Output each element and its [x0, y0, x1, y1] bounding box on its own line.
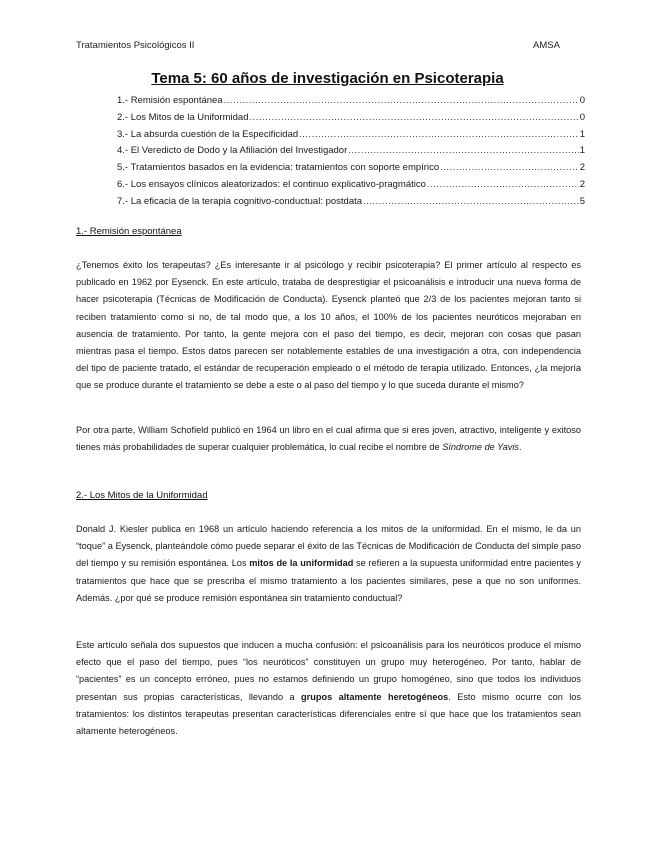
paragraph-text: se refieren a la supuesta uniformidad entre pacientes y tratamientos que hace que se prescriba el mismo tratamiento a los pacientes similares, pese a que no son uniformes. Además. ¿por qué se produce remisión espontánea sin tratamiento conductual?	[76, 558, 582, 603]
paragraph-text: . Esto mismo ocurre con los tratamientos: los distintos terapeutas presentan características diferenciales entre sí que hace que los tratamientos sean altamente heterogéneos.	[76, 691, 581, 737]
bold-term-mitos: mitos de la uniformidad	[249, 558, 354, 569]
italic-term-yavis: Síndrome de Yavis	[442, 442, 519, 453]
paragraph-remision-2	[76, 422, 581, 456]
toc-entry-page: 1	[579, 128, 585, 140]
toc-entry-page: 2	[579, 162, 585, 174]
toc-entry[interactable]	[117, 196, 585, 213]
paragraph-text: Donald J. Kiesler publica en 1968 un artículo haciendo referencia a los mitos de la uniformidad. En el mismo, le da un “toque” a Eysenck, planteándole cómo puede separar el éxito de las Técnicas de Modificación de Conducta del simple paso del tiempo y su remisión espontánea. Los	[76, 524, 581, 569]
toc-entry-label: 1.- Remisión espontánea	[117, 95, 223, 106]
toc-entry-label: 4.- El Veredicto de Dodo y la Afiliación del Investigador	[117, 145, 348, 157]
toc-entry-page: 5	[579, 195, 585, 207]
toc-entry[interactable]	[117, 179, 585, 196]
section-heading-mitos: 2.- Los Mitos de la Uniformidad	[76, 490, 208, 501]
page-title: Tema 5: 60 años de investigación en Psicoterapia	[151, 70, 504, 87]
toc-leader-dots	[440, 162, 579, 173]
paragraph-mitos-1	[76, 521, 581, 607]
paragraph-mitos-2	[76, 637, 581, 740]
toc-leader-dots	[348, 145, 578, 156]
toc-entry[interactable]	[117, 112, 585, 129]
toc-entry[interactable]	[117, 95, 585, 112]
header-course-title: Tratamientos Psicológicos II	[76, 40, 195, 51]
toc-leader-dots	[224, 95, 579, 106]
toc-entry-label: 5.- Tratamientos basados en la evidencia: tratamientos con soporte empírico	[117, 162, 440, 174]
toc-entry[interactable]	[117, 145, 585, 162]
paragraph-text: .	[518, 442, 522, 453]
paragraph-text: Por otra parte, William Schofield publicó en 1964 un libro en el cual afirma que si eres joven, atractivo, inteligente y exitoso tienes más probabilidades de superar cualquier problemática, lo cual recibe el nombre de	[76, 425, 581, 453]
paragraph-text: Este artículo señala dos supuestos que inducen a mucha confusión: el psicoanálisis para los neuróticos produce el mismo efecto que el paso del tiempo, pues “los neuróticos” constituyen un grupo muy heterogéneo. Por tanto, hablar de “pacientes” es un concepto erróneo, pues no estamos definiendo un grupo homogéneo, sino que todos los individuos presentan sus propias características, llevando a	[76, 640, 581, 702]
toc-entry-page: 0	[579, 111, 585, 123]
toc-entry-label: 6.- Los ensayos clínicos aleatorizados: el continuo explicativo-pragmático	[117, 178, 426, 190]
toc-entry-label: 3.- La absurda cuestión de la Especificidad	[117, 128, 299, 140]
header-author: AMSA	[533, 40, 560, 51]
section-heading-remision: 1.- Remisión espontánea	[76, 226, 182, 237]
paragraph-remision-1: ¿Tenemos éxito los terapeutas? ¿Es interesante ir al psicólogo y recibir psicoterapia? El primer artículo al respecto es publicado en 1962 por Eysenck. En este artículo, trataba de desprestigiar el psicoanálisis e introducir una nueva forma de hacer psicoterapia (Técnicas de Modificación de Conducta). Eysenck planteó que 2/3 de los pacientes mejoran tanto si reciben tratamiento como si no, de tal modo que, a los 10 años, el 100% de los pacientes neuróticos mejoraban en ausencia de tratamiento. Por tanto, la gente mejora con el paso del tiempo, es decir, mejoran con cosas que pasan mientras pasa el tiempo. Estos datos parecen ser notablemente estables de una investigación a otra, con independencia del tipo de paciente tratado, el estándar de recuperación empleado o el método de terapia utilizado. Entonces, ¿la mejoría que se produce durante el tratamiento se debe a este o al paso del tiempo y lo que suceda durante el mismo?	[76, 260, 581, 391]
toc-entry-page: 0	[579, 95, 585, 106]
bold-term-grupos: grupos altamente heretogéneos	[301, 691, 449, 702]
toc-entry[interactable]	[117, 129, 585, 146]
toc-leader-dots	[299, 129, 579, 140]
toc-leader-dots	[363, 196, 579, 207]
toc-entry[interactable]	[117, 162, 585, 179]
toc-entry-page: 2	[579, 178, 585, 190]
toc-entry-label: 2.- Los Mitos de la Uniformidad	[117, 111, 249, 123]
table-of-contents	[117, 95, 585, 213]
toc-leader-dots	[427, 179, 579, 190]
toc-entry-label: 7.- La eficacia de la terapia cognitivo-conductual: postdata	[117, 195, 363, 207]
toc-leader-dots	[249, 112, 578, 123]
toc-entry-page: 1	[579, 145, 585, 157]
